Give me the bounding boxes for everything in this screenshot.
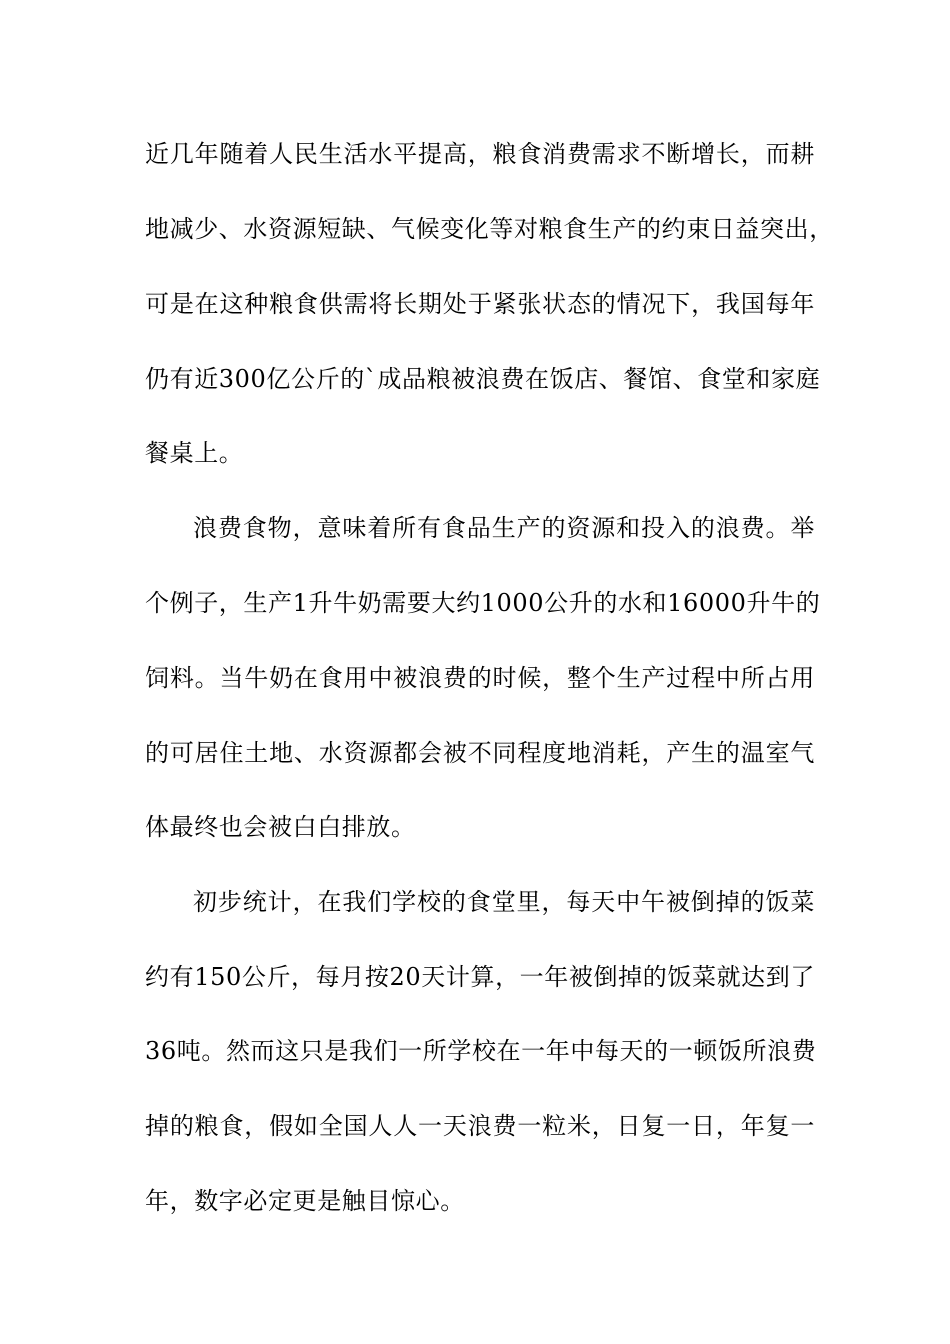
paragraph-line: 近几年随着人民生活水平提高，粮食消费需求不断增长，而耕 xyxy=(145,140,815,168)
paragraph-line: 的可居住土地、水资源都会被不同程度地消耗，产生的温室气 xyxy=(145,739,815,767)
paragraph-line: 个例子，生产1升牛奶需要大约1000公升的水和16000升牛的 xyxy=(145,589,821,617)
paragraph-line: 掉的粮食，假如全国人人一天浪费一粒米，日复一日，年复一 xyxy=(145,1112,815,1140)
paragraph-line: 饲料。当牛奶在食用中被浪费的时候，整个生产过程中所占用 xyxy=(145,664,815,692)
paragraph-line: 36吨。然而这只是我们一所学校在一年中每天的一顿饭所浪费 xyxy=(145,1037,817,1065)
paragraph-line: 体最终也会被白白排放。 xyxy=(145,813,416,841)
paragraph-line: 可是在这种粮食供需将长期处于紧张状态的情况下，我国每年 xyxy=(145,290,815,318)
paragraph-line: 地减少、水资源短缺、气候变化等对粮食生产的约束日益突出， xyxy=(145,215,834,243)
paragraph-line: 仍有近300亿公斤的`成品粮被浪费在饭店、餐馆、食堂和家庭 xyxy=(145,365,821,393)
paragraph-line: 餐桌上。 xyxy=(145,439,244,467)
paragraph-line: 约有150公斤，每月按20天计算，一年被倒掉的饭菜就达到了 xyxy=(145,963,815,991)
paragraph-line: 年，数字必定更是触目惊心。 xyxy=(145,1187,465,1215)
paragraph-line: 浪费食物，意味着所有食品生产的资源和投入的浪费。举 xyxy=(193,514,815,542)
paragraph-line: 初步统计，在我们学校的食堂里，每天中午被倒掉的饭菜 xyxy=(193,888,815,916)
